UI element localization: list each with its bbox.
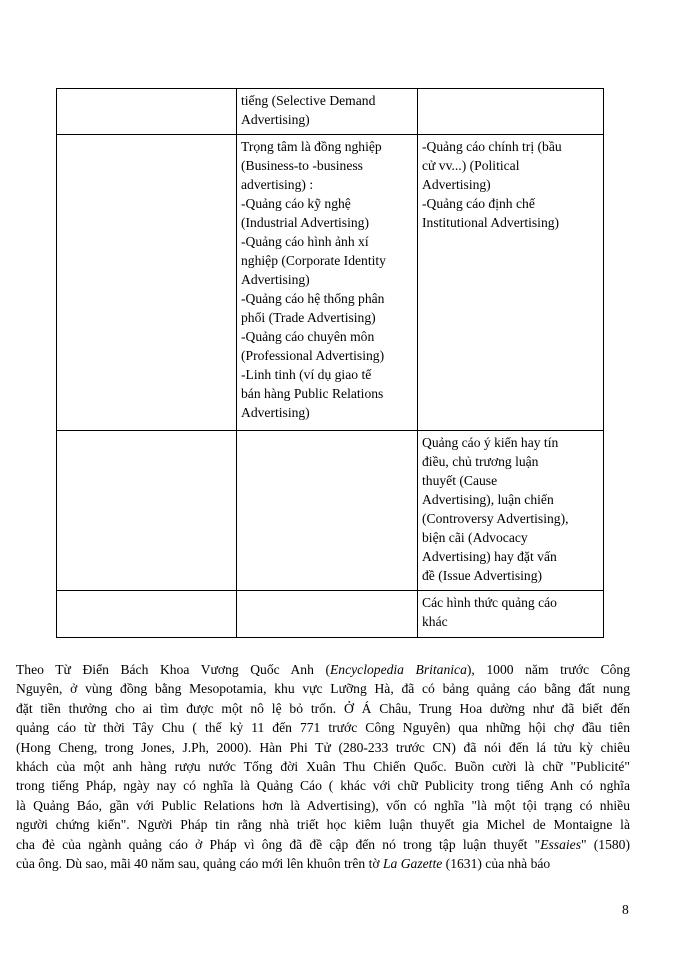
table-cell xyxy=(418,89,604,135)
paragraph-line: trong tiếng Pháp, ngày nay có nghĩa là Quảng Cáo ( khác với chữ Publicity trong tiếng Anh có nghĩa xyxy=(16,778,630,794)
cell-text-line: khác xyxy=(422,614,448,629)
table-cell xyxy=(418,431,604,591)
paragraph-line: khách của một anh hàng rượu nước Tống đời Xuân Thu Chiến Quốc. Buồn cười là chữ "Publicité" xyxy=(16,759,630,775)
body-paragraph xyxy=(16,660,630,873)
table-cell xyxy=(57,135,237,431)
paragraph-line: quảng cáo từ thời Tây Chu ( thế kỷ 11 đến 771 trước Công Nguyên) qua những hội chợ đầu tiên xyxy=(16,720,630,736)
table-cell xyxy=(237,135,418,431)
paragraph-line: cha đẻ của ngành quảng cáo ở Pháp vì ông đã đề cập đến nó trong tập luận thuyết "Essaies" (1580) xyxy=(16,836,630,852)
advertising-types-table xyxy=(56,88,604,638)
cell-text-line: Trọng tâm là đồng nghiệp xyxy=(241,139,382,154)
table-cell xyxy=(418,135,604,431)
cell-text-line: (Professional Advertising) xyxy=(241,348,385,363)
cell-text-line: điều, chủ trương luận xyxy=(422,454,539,469)
cell-text-line: Advertising) xyxy=(422,177,491,192)
cell-text-line: thuyết (Cause xyxy=(422,473,498,488)
cell-text-line: Quảng cáo ý kiến hay tín xyxy=(422,435,559,450)
table-cell xyxy=(418,591,604,638)
cell-text-line: -Linh tinh (ví dụ giao tế xyxy=(241,367,372,382)
table-row xyxy=(57,89,604,135)
paragraph-line: người chứng kiến". Người Pháp tin rằng nhà triết học kiêm luận thuyết gia Michel de Montaigne là xyxy=(16,817,630,833)
cell-text-line: -Quảng cáo hình ảnh xí xyxy=(241,234,369,249)
cell-text-line: -Quảng cáo định chế xyxy=(422,196,535,211)
cell-text-line: bán hàng Public Relations xyxy=(241,386,384,401)
cell-text-line: Advertising) xyxy=(241,112,310,127)
cell-text-line: Các hình thức quảng cáo xyxy=(422,595,557,610)
cell-text-line: Advertising) hay đặt vấn xyxy=(422,549,557,564)
cell-text-line: cử vv...) (Political xyxy=(422,158,520,173)
cell-text-line: Advertising), luận chiến xyxy=(422,492,554,507)
paragraph-line: (Hong Cheng, trong Jones, J.Ph, 2000). Hàn Phi Tử (280-233 trước CN) đã nói đến lá tửu kỳ chiêu xyxy=(16,739,630,755)
cell-text-line: (Business-to -business xyxy=(241,158,363,173)
table-cell xyxy=(57,591,237,638)
page-number: 8 xyxy=(622,902,629,917)
cell-text-line: -Quảng cáo chính trị (bầu xyxy=(422,139,562,154)
cell-text-line: Institutional Advertising) xyxy=(422,215,560,230)
table-row xyxy=(57,135,604,431)
table-cell xyxy=(57,431,237,591)
paragraph-line: đặt tiền thưởng cho ai tìm được một nô lệ bỏ trốn. Ở Á Châu, Trung Hoa dường như đã biết đến xyxy=(16,700,630,716)
cell-text-line: đề (Issue Advertising) xyxy=(422,568,543,583)
table-row xyxy=(57,591,604,638)
cell-text-line: advertising) : xyxy=(241,177,314,192)
paragraph-line: của ông. Dù sao, mãi 40 năm sau, quảng cáo mới lên khuôn trên tờ La Gazette (1631) của nhà báo xyxy=(16,856,551,872)
cell-text-line: phối (Trade Advertising) xyxy=(241,310,376,325)
paragraph-line: Theo Từ Điển Bách Khoa Vương Quốc Anh (Encyclopedia Britanica), 1000 năm trước Công xyxy=(16,662,630,677)
cell-text-line: (Industrial Advertising) xyxy=(241,215,369,230)
table-cell xyxy=(237,591,418,638)
cell-text-line: biện cãi (Advocacy xyxy=(422,530,528,545)
table-cell xyxy=(237,431,418,591)
table-cell xyxy=(57,89,237,135)
paragraph-line: là Quảng Báo, gần với Public Relations hơn là Advertising), vốn có nghĩa "là một tội trạng có nhiều xyxy=(16,797,630,813)
paragraph-line: Nguyên, ở vùng đồng bằng Mesopotamia, khu vực Lưỡng Hà, đã có bảng quảng cáo bằng đất nung xyxy=(16,681,630,697)
cell-text-line: nghiệp (Corporate Identity xyxy=(241,253,386,268)
table-row xyxy=(57,431,604,591)
cell-text-line: -Quảng cáo kỹ nghệ xyxy=(241,196,351,211)
cell-text-line: -Quảng cáo hệ thống phân xyxy=(241,291,385,306)
cell-text-line: Advertising) xyxy=(241,272,310,287)
table-cell xyxy=(237,89,418,135)
cell-text-line: (Controversy Advertising), xyxy=(422,511,569,526)
cell-text-line: tiếng (Selective Demand xyxy=(241,93,376,108)
cell-text-line: -Quảng cáo chuyên môn xyxy=(241,329,375,344)
cell-text-line: Advertising) xyxy=(241,405,310,420)
